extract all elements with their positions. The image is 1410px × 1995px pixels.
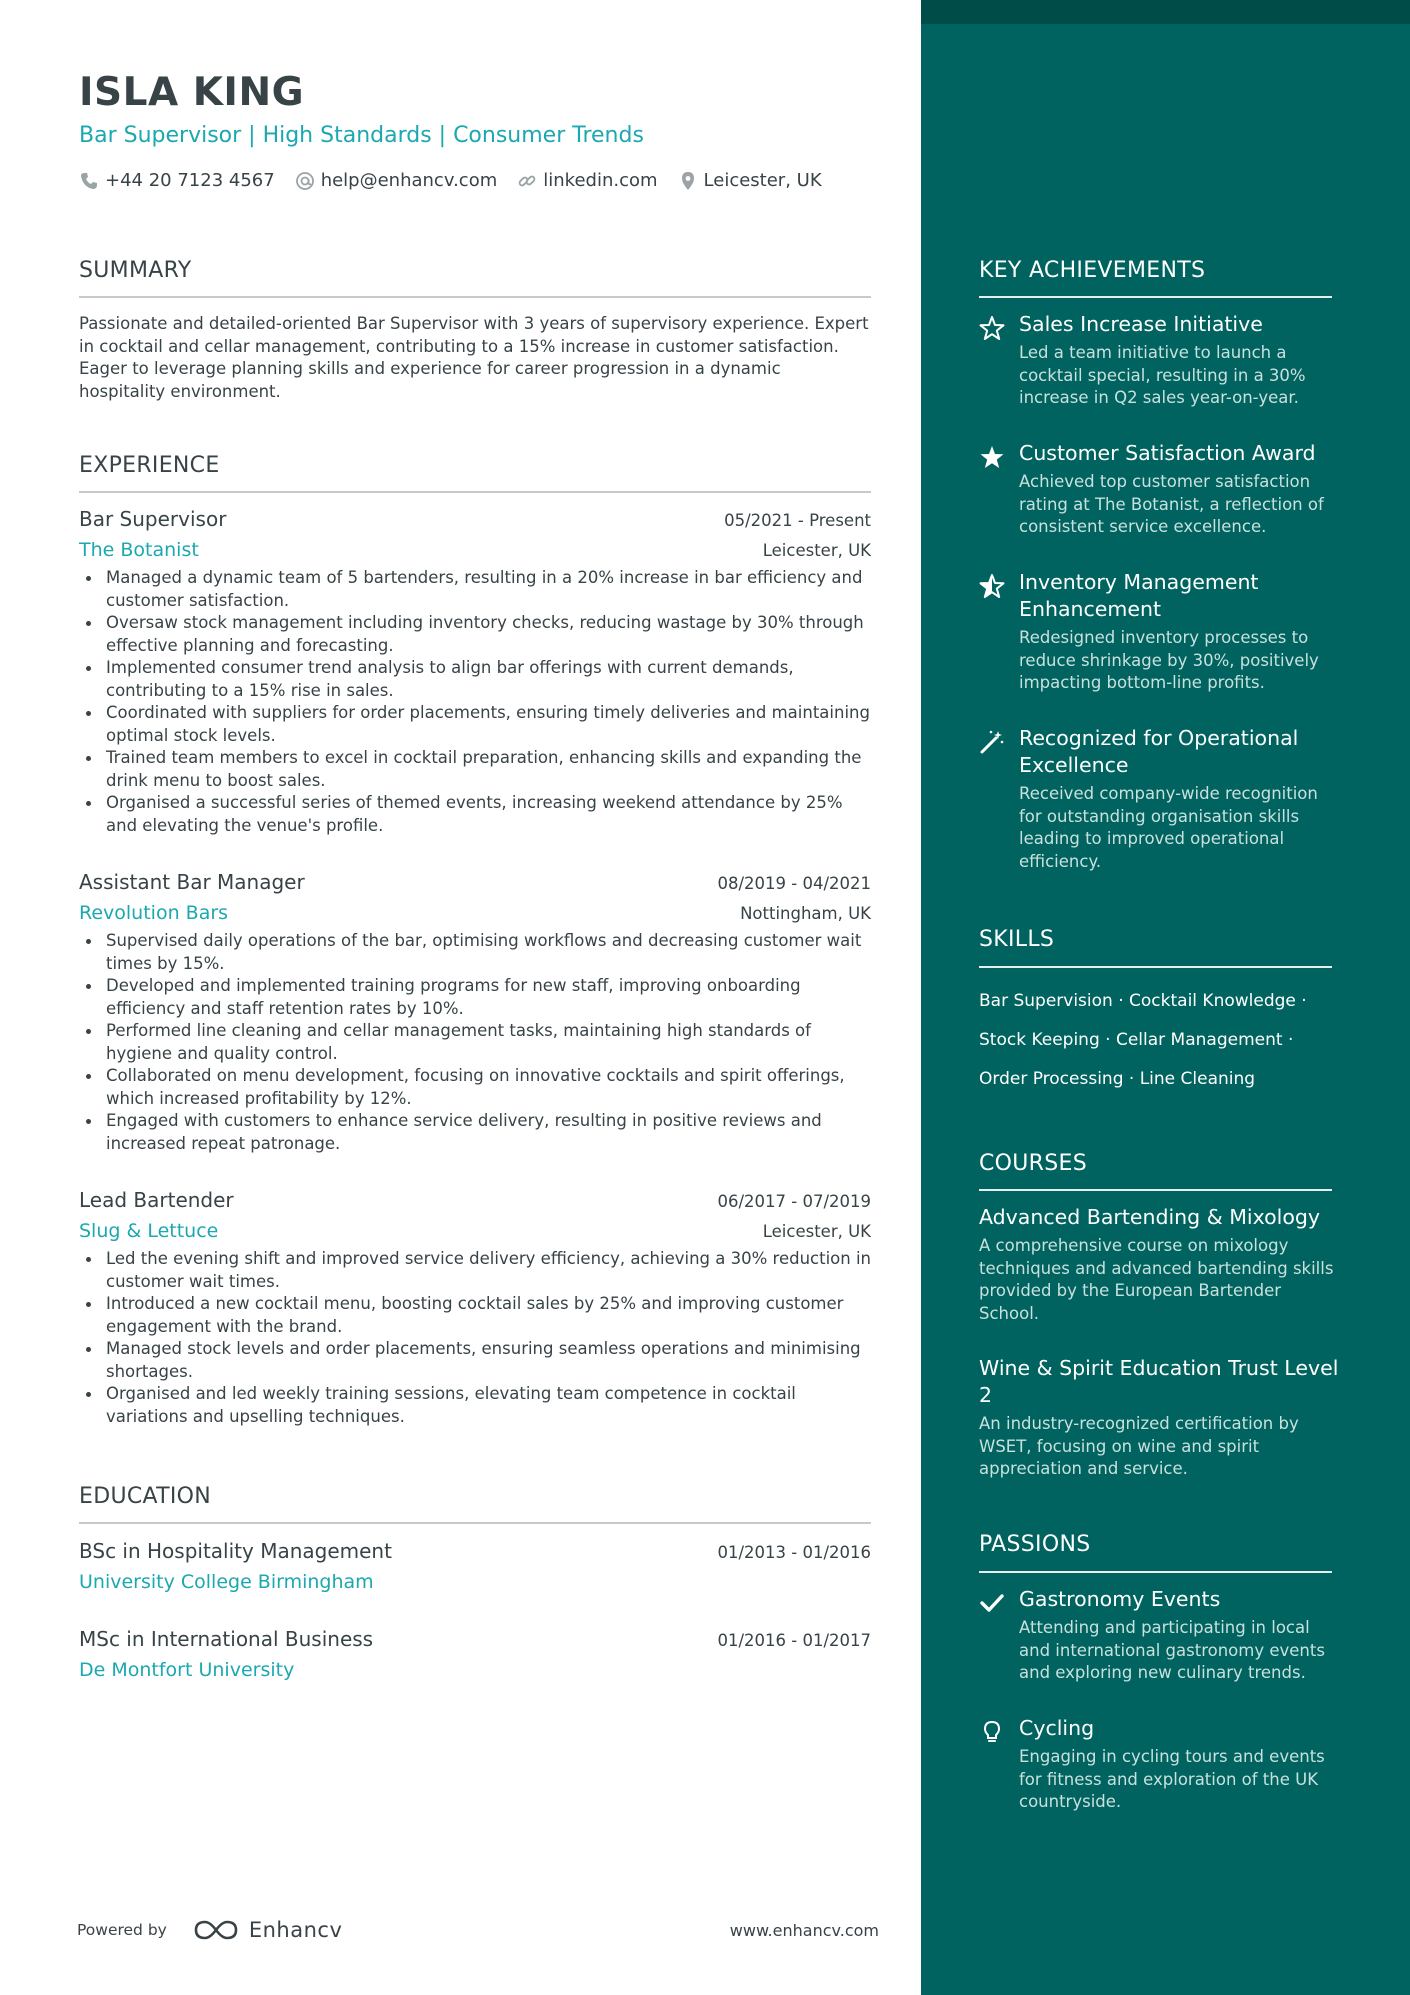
job-location: Nottingham, UK xyxy=(740,904,871,923)
course-desc: A comprehensive course on mixology techniques and advanced bartending skills provided by the European Bartender School. xyxy=(979,1236,1334,1323)
job-bullet: Organised a successful series of themed events, increasing weekend attendance by 25% and elevating the venue's profile. xyxy=(79,792,871,837)
job-entry xyxy=(79,870,871,1155)
achievement-desc: Led a team initiative to launch a cocktail special, resulting in a 30% increase in Q2 sales year-on-year. xyxy=(1019,343,1306,407)
job-bullet: Introduced a new cocktail menu, boosting cocktail sales by 25% and improving customer engagement with the brand. xyxy=(79,1293,871,1338)
course-item xyxy=(979,1204,1339,1325)
job-dates: 06/2017 - 07/2019 xyxy=(717,1192,871,1211)
headline: Bar Supervisor | High Standards | Consumer Trends xyxy=(79,123,644,148)
job-bullet: Supervised daily operations of the bar, optimising workflows and decreasing customer wait times by 15%. xyxy=(79,930,871,975)
job-bullets xyxy=(79,1248,871,1428)
contact-email[interactable] xyxy=(295,170,498,191)
enhancv-logo[interactable] xyxy=(193,1918,343,1942)
powered-by xyxy=(77,1918,342,1942)
education-dates: 01/2016 - 01/2017 xyxy=(717,1631,871,1650)
education-entry xyxy=(79,1539,871,1593)
course-desc: An industry-recognized certification by WSET, focusing on wine and spirit appreciation and service. xyxy=(979,1414,1299,1478)
achievement-item xyxy=(979,725,1339,873)
passion-desc: Attending and participating in local and international gastronomy events and exploring new culinary trends. xyxy=(1019,1618,1325,1682)
achievement-item xyxy=(979,569,1339,695)
contact-phone xyxy=(79,170,275,191)
summary-text: Passionate and detailed-oriented Bar Supervisor with 3 years of supervisory experience. Expert in cocktail and cellar management, contributing to a 15% increase in customer satisfaction. Eager to leverage planning skills and experience for career progression in a dynamic hospitality environment. xyxy=(79,314,869,401)
course-title: Advanced Bartending & Mixology xyxy=(979,1205,1321,1229)
education-heading: EDUCATION xyxy=(79,1484,212,1509)
achievement-title: Recognized for Operational Excellence xyxy=(1019,726,1299,777)
job-bullet: Managed stock levels and order placements, ensuring seamless operations and minimising shortages. xyxy=(79,1338,871,1383)
achievement-title: Sales Increase Initiative xyxy=(1019,312,1263,336)
experience-heading: EXPERIENCE xyxy=(79,453,220,478)
degree: BSc in Hospitality Management xyxy=(79,1539,392,1563)
footer xyxy=(77,1914,879,1946)
job-bullet: Collaborated on menu development, focusing on innovative cocktails and spirit offerings, which increased profitability by 12%. xyxy=(79,1065,871,1110)
experience-divider xyxy=(79,491,871,493)
job-dates: 08/2019 - 04/2021 xyxy=(717,874,871,893)
achievement-item xyxy=(979,311,1339,410)
passion-title: Gastronomy Events xyxy=(1019,1587,1221,1611)
education-dates: 01/2013 - 01/2016 xyxy=(717,1543,871,1562)
passion-item xyxy=(979,1715,1339,1814)
footer-website-link[interactable]: www.enhancv.com xyxy=(729,1920,879,1940)
achievement-item xyxy=(979,440,1339,539)
courses-divider xyxy=(979,1189,1332,1191)
contact-linkedin[interactable] xyxy=(517,170,657,191)
email-text: help@enhancv.com xyxy=(320,170,498,191)
checkmark-icon xyxy=(979,1590,1005,1616)
skills-line: Bar Supervision · Cocktail Knowledge · xyxy=(979,991,1307,1011)
job-location: Leicester, UK xyxy=(762,541,871,560)
passion-desc: Engaging in cycling tours and events for fitness and exploration of the UK countryside. xyxy=(1019,1747,1325,1811)
job-bullet: Organised and led weekly training sessions, elevating team competence in cocktail variations and upselling techniques. xyxy=(79,1383,871,1428)
degree: MSc in International Business xyxy=(79,1627,374,1651)
job-bullet: Oversaw stock management including inventory checks, reducing wastage by 30% through effective planning and forecasting. xyxy=(79,612,871,657)
job-dates: 05/2021 - Present xyxy=(724,511,871,530)
job-bullets xyxy=(79,930,871,1155)
achievements-heading: KEY ACHIEVEMENTS xyxy=(979,258,1206,283)
school: De Montfort University xyxy=(79,1659,295,1681)
job-entry xyxy=(79,1188,871,1428)
job-bullets xyxy=(79,567,871,837)
passion-title: Cycling xyxy=(1019,1716,1095,1740)
course-item xyxy=(979,1355,1339,1481)
at-icon xyxy=(295,171,315,191)
job-company: The Botanist xyxy=(79,539,199,561)
skills-list xyxy=(979,982,1339,1099)
sidebar xyxy=(921,0,1410,1995)
education-divider xyxy=(79,1522,871,1524)
star-outline-icon xyxy=(979,315,1005,341)
job-bullet: Managed a dynamic team of 5 bartenders, resulting in a 20% increase in bar efficiency and customer satisfaction. xyxy=(79,567,871,612)
job-company: Slug & Lettuce xyxy=(79,1220,219,1242)
brand-name: Enhancv xyxy=(248,1918,343,1942)
contact-location xyxy=(678,170,822,191)
achievement-title: Customer Satisfaction Award xyxy=(1019,441,1316,465)
powered-by-label: Powered by xyxy=(77,1921,167,1939)
location-text: Leicester, UK xyxy=(703,170,822,191)
achievements-divider xyxy=(979,296,1332,298)
summary-divider xyxy=(79,296,871,298)
job-bullet: Coordinated with suppliers for order placements, ensuring timely deliveries and maintaining optimal stock levels. xyxy=(79,702,871,747)
education-entry xyxy=(79,1627,871,1681)
passions-divider xyxy=(979,1571,1332,1573)
job-bullet: Led the evening shift and improved service delivery efficiency, achieving a 30% reduction in customer wait times. xyxy=(79,1248,871,1293)
job-bullet: Trained team members to excel in cocktail preparation, enhancing skills and expanding the drink menu to boost sales. xyxy=(79,747,871,792)
phone-icon xyxy=(79,171,99,191)
passion-item xyxy=(979,1586,1339,1685)
skills-line: Stock Keeping · Cellar Management · xyxy=(979,1030,1294,1050)
achievement-desc: Achieved top customer satisfaction rating at The Botanist, a reflection of consistent service excellence. xyxy=(1019,472,1324,536)
location-pin-icon xyxy=(678,171,698,191)
school: University College Birmingham xyxy=(79,1571,374,1593)
phone-text: +44 20 7123 4567 xyxy=(105,170,275,191)
skills-heading: SKILLS xyxy=(979,927,1055,952)
passions-heading: PASSIONS xyxy=(979,1532,1091,1557)
star-half-icon xyxy=(979,573,1005,599)
skills-divider xyxy=(979,966,1332,968)
sidebar-top-band xyxy=(921,0,1410,24)
job-company: Revolution Bars xyxy=(79,902,229,924)
job-location: Leicester, UK xyxy=(762,1222,871,1241)
achievement-desc: Received company-wide recognition for outstanding organisation skills leading to improved operational efficiency. xyxy=(1019,784,1318,871)
link-icon xyxy=(517,171,537,191)
job-role: Lead Bartender xyxy=(79,1188,234,1212)
job-bullet: Implemented consumer trend analysis to align bar offerings with current demands, contributing to a 15% rise in sales. xyxy=(79,657,871,702)
skills-line: Order Processing · Line Cleaning xyxy=(979,1069,1256,1089)
job-role: Bar Supervisor xyxy=(79,507,227,531)
achievement-desc: Redesigned inventory processes to reduce shrinkage by 30%, positively impacting bottom-line profits. xyxy=(1019,628,1319,692)
summary-heading: SUMMARY xyxy=(79,258,192,283)
enhancv-logo-icon xyxy=(193,1918,239,1942)
job-role: Assistant Bar Manager xyxy=(79,870,305,894)
lightbulb-icon xyxy=(979,1719,1005,1745)
star-filled-icon xyxy=(979,444,1005,470)
course-title: Wine & Spirit Education Trust Level 2 xyxy=(979,1356,1339,1407)
job-bullet: Developed and implemented training programs for new staff, improving onboarding efficiency and staff retention rates by 10%. xyxy=(79,975,871,1020)
candidate-name: ISLA KING xyxy=(79,70,305,115)
linkedin-text: linkedin.com xyxy=(543,170,658,191)
magic-wand-icon xyxy=(979,729,1005,755)
job-entry xyxy=(79,507,871,837)
contact-bar xyxy=(79,170,842,191)
job-bullet: Engaged with customers to enhance service delivery, resulting in positive reviews and increased repeat patronage. xyxy=(79,1110,871,1155)
courses-heading: COURSES xyxy=(979,1151,1087,1176)
job-bullet: Performed line cleaning and cellar management tasks, maintaining high standards of hygiene and quality control. xyxy=(79,1020,871,1065)
achievement-title: Inventory Management Enhancement xyxy=(1019,570,1259,621)
